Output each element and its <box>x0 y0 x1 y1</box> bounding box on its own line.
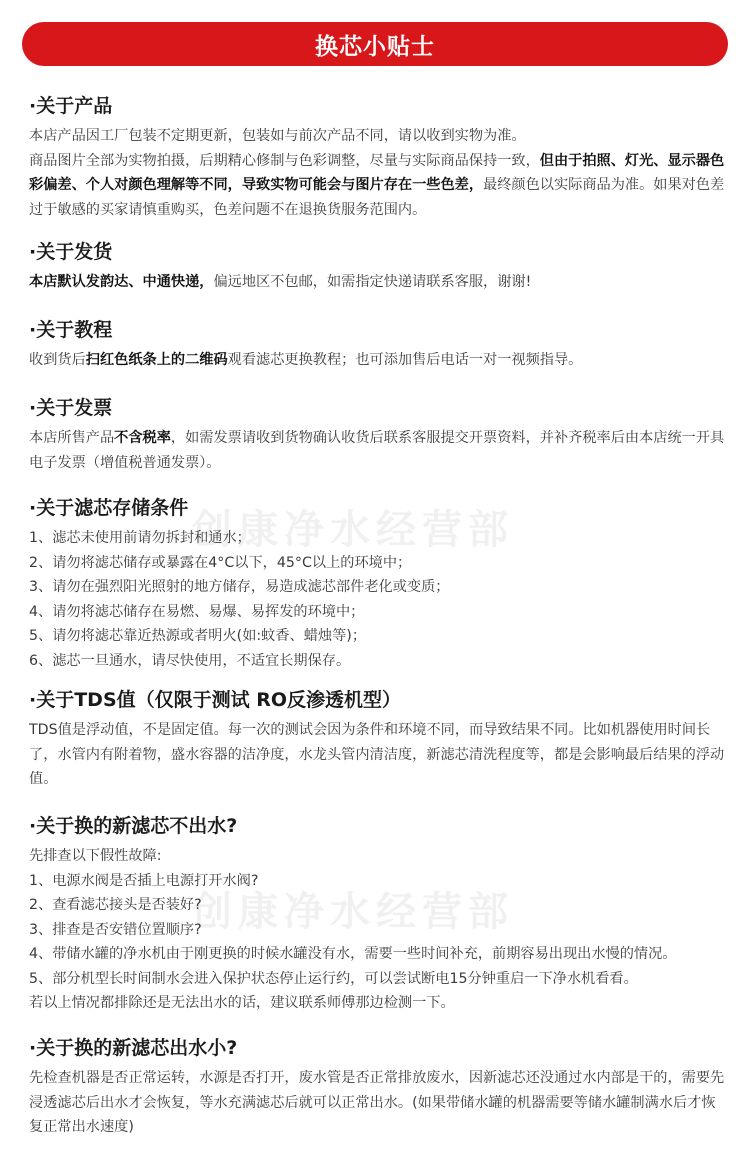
tds-text: TDS值是浮动值，不是固定值。每一次的测试会因为条件和环境不同，而导致结果不同。比如机器使用时间长了，水管内有附着物，盛水容器的洁净度，水龙头管内清洁度，新滤芯清洗程度等，都是会影响最后结果的浮动值。 <box>29 722 725 787</box>
no-water-intro: 先排查以下假性故障: <box>29 848 162 864</box>
section-invoice <box>29 394 729 475</box>
list-item: 5、部分机型长时间制水会进入保护状态停止运行约，可以尝试断电15分钟重启一下净水机看看。 <box>29 970 638 987</box>
watermark-text: 创康净水经营部 <box>192 507 514 553</box>
no-water-list <box>29 869 729 992</box>
tutorial-text: 收到货后扫红色纸条上的二维码观看滤芯更换教程；也可添加售后电话一对一视频指导。 <box>29 352 583 368</box>
no-water-outro: 若以上情况都排除还是无法出水的话，建议联系师傅那边检测一下。 <box>29 995 455 1011</box>
list-item: 4、请勿将滤芯储存在易燃、易爆、易挥发的环境中； <box>29 603 365 620</box>
section-heading: ·关于发票 <box>29 397 113 419</box>
section-no-water <box>29 812 729 1016</box>
list-item: 3、排查是否安错位置顺序? <box>29 921 202 938</box>
product-line-2: 商品图片全部为实物拍摄，后期精心修制与色彩调整，尽量与实际商品保持一致，但由于拍照、灯光、显示器色彩偏差、个人对颜色理解等不同，导致实物可能会与图片存在一些色差，最终颜色以实际商品为准。如果对色差过于敏感的买家请慎重购买，色差问题不在退换货服务范围内。 <box>29 152 725 218</box>
list-item: 1、滤芯未使用前请勿拆封和通水； <box>29 530 251 546</box>
section-tutorial <box>29 316 729 373</box>
section-heading: ·关于发货 <box>29 241 113 263</box>
list-item: 2、查看滤芯接头是否装好? <box>29 897 202 913</box>
list-item: 4、带储水罐的净水机由于刚更换的时候水罐没有水，需要一些时间补充，前期容易出现出水慢的情况。 <box>29 946 677 962</box>
section-heading: ·关于换的新滤芯不出水? <box>29 815 238 837</box>
low-water-text: 先检查机器是否正常运转，水源是否打开，废水管是否正常排放废水，因新滤芯还没通过水内部是干的，需要先浸透滤芯后出水才会恢复，等水充满滤芯后就可以正常出水。(如果带储水罐的机器需要等储水罐制满水后才恢复正常出水速度) <box>29 1070 725 1135</box>
section-heading: ·关于换的新滤芯出水小? <box>29 1037 238 1059</box>
section-heading: ·关于TDS值（仅限于测试 RO反渗透机型） <box>29 689 402 711</box>
section-heading: ·关于滤芯存储条件 <box>29 497 189 519</box>
section-tds <box>29 686 729 792</box>
section-shipping <box>29 238 729 295</box>
section-heading: ·关于产品 <box>29 95 113 117</box>
list-item: 1、电源水阀是否插上电源打开水阀? <box>29 872 259 889</box>
watermark-text: 创康净水经营部 <box>192 889 514 935</box>
list-item: 2、请勿将滤芯储存或暴露在4°C以下，45°C以上的环境中； <box>29 554 412 571</box>
title-banner <box>22 22 728 66</box>
product-line-1: 本店产品因工厂包装不定期更新，包装如与前次产品不同，请以收到实物为准。 <box>29 128 526 144</box>
list-item: 5、请勿将滤芯靠近热源或者明火(如:蚊香、蜡烛等)； <box>29 628 367 644</box>
shipping-text: 本店默认发韵达、中通快递，偏远地区不包邮，如需指定快递请联系客服，谢谢! <box>29 274 532 290</box>
banner-title: 换芯小贴士 <box>315 33 435 60</box>
section-heading: ·关于教程 <box>29 319 113 341</box>
section-product <box>29 92 729 222</box>
section-storage <box>29 494 729 673</box>
list-item: 3、请勿在强烈阳光照射的地方储存，易造成滤芯部件老化或变质； <box>29 579 450 595</box>
list-item: 6、滤芯一旦通水，请尽快使用，不适宜长期保存。 <box>29 652 351 669</box>
storage-list <box>29 526 729 673</box>
invoice-text: 本店所售产品不含税率，如需发票请收到货物确认收货后联系客服提交开票资料，并补齐税率后由本店统一开具电子发票（增值税普通发票）。 <box>29 430 725 471</box>
section-low-water <box>29 1034 729 1140</box>
